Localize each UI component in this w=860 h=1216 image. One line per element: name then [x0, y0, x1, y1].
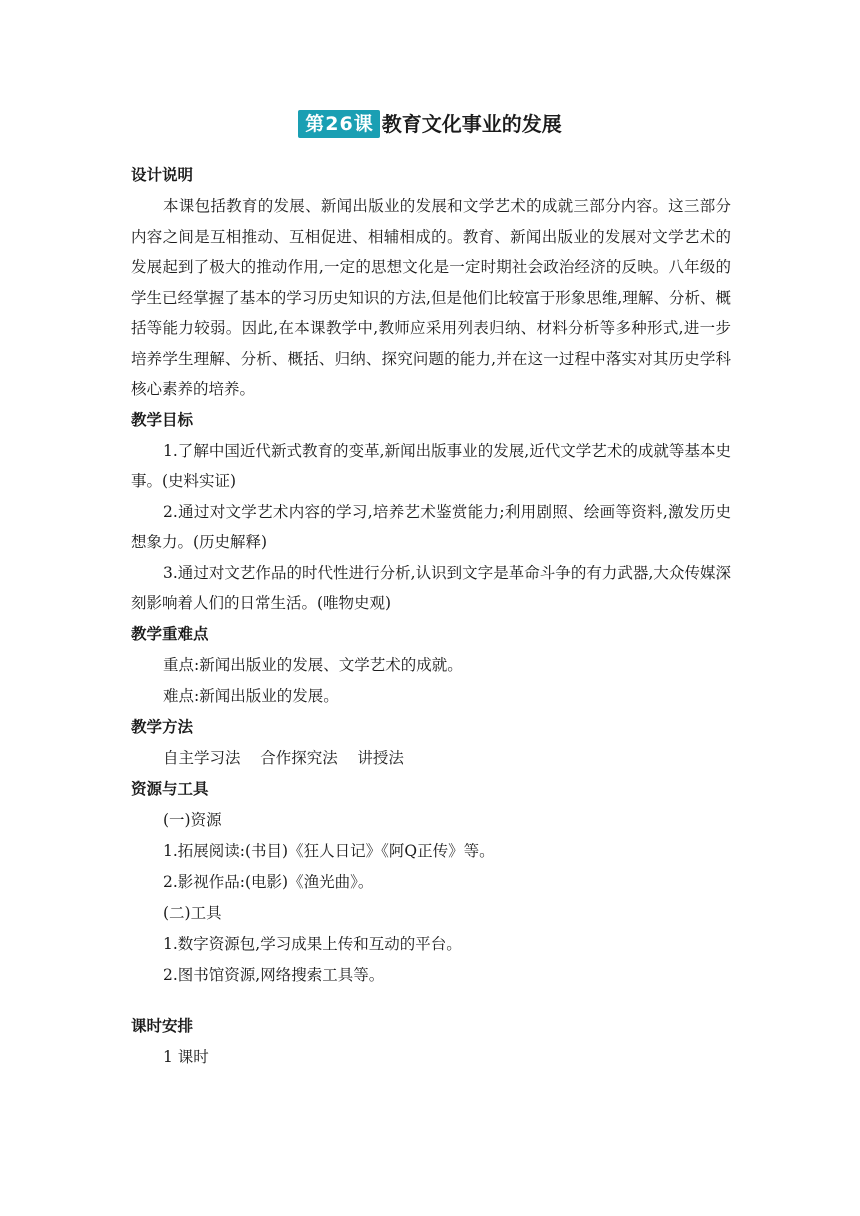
resource-line-1: (一)资源 — [163, 810, 222, 829]
lesson-number-badge: 第26课 — [298, 110, 379, 138]
schedule-text: 1 课时 — [163, 1047, 209, 1066]
goal-item-1: 1.了解中国近代新式教育的变革,新闻出版事业的发展,近代文学艺术的成就等基本史事。(史料实证) — [131, 441, 731, 490]
section-heading-schedule: 课时安排 — [131, 1016, 194, 1035]
section-heading-methods: 教学方法 — [131, 717, 194, 736]
resource-line-5: 1.数字资源包,学习成果上传和互动的平台。 — [163, 934, 462, 953]
design-paragraph: 本课包括教育的发展、新闻出版业的发展和文学艺术的成就三部分内容。这三部分内容之间是互相推动、互相促进、相辅相成的。教育、新闻出版业的发展对文学艺术的发展起到了极大的推动作用,一定的思想文化是一定时期社会政治经济的反映。八年级的学生已经掌握了基本的学习历史知识的方法,但是他们比较富于形象思维,理解、分析、概括等能力较弱。因此,在本课教学中,教师应采用列表归纳、材料分析等多种形式,进一步培养学生理解、分析、概括、归纳、探究问题的能力,并在这一过程中落实对其历史学科核心素养的培养。 — [131, 197, 731, 398]
keypoint-difficulty: 难点:新闻出版业的发展。 — [163, 686, 339, 705]
keypoint-focus: 重点:新闻出版业的发展、文学艺术的成就。 — [163, 655, 463, 674]
resource-line-3: 2.影视作品:(电影)《渔光曲》。 — [163, 872, 374, 891]
resource-line-4: (二)工具 — [163, 903, 222, 922]
goal-item-2: 2.通过对文学艺术内容的学习,培养艺术鉴赏能力;利用剧照、绘画等资料,激发历史想象力。(历史解释) — [131, 502, 731, 551]
section-heading-keypoints: 教学重难点 — [131, 624, 209, 643]
lesson-title: 教育文化事业的发展 — [381, 112, 562, 136]
goal-item-3: 3.通过对文艺作品的时代性进行分析,认识到文字是革命斗争的有力武器,大众传媒深刻影响着人们的日常生活。(唯物史观) — [131, 563, 731, 612]
section-heading-resources: 资源与工具 — [131, 779, 209, 798]
spacer — [131, 991, 731, 1011]
resource-line-6: 2.图书馆资源,网络搜索工具等。 — [163, 965, 385, 984]
methods-text: 自主学习法 合作探究法 讲授法 — [163, 748, 404, 767]
lesson-title-row — [0, 110, 860, 138]
lesson-content — [131, 160, 731, 1073]
section-heading-goals: 教学目标 — [131, 410, 194, 429]
section-heading-design: 设计说明 — [131, 166, 194, 184]
resource-line-2: 1.拓展阅读:(书目)《狂人日记》《阿Q正传》等。 — [163, 841, 495, 860]
